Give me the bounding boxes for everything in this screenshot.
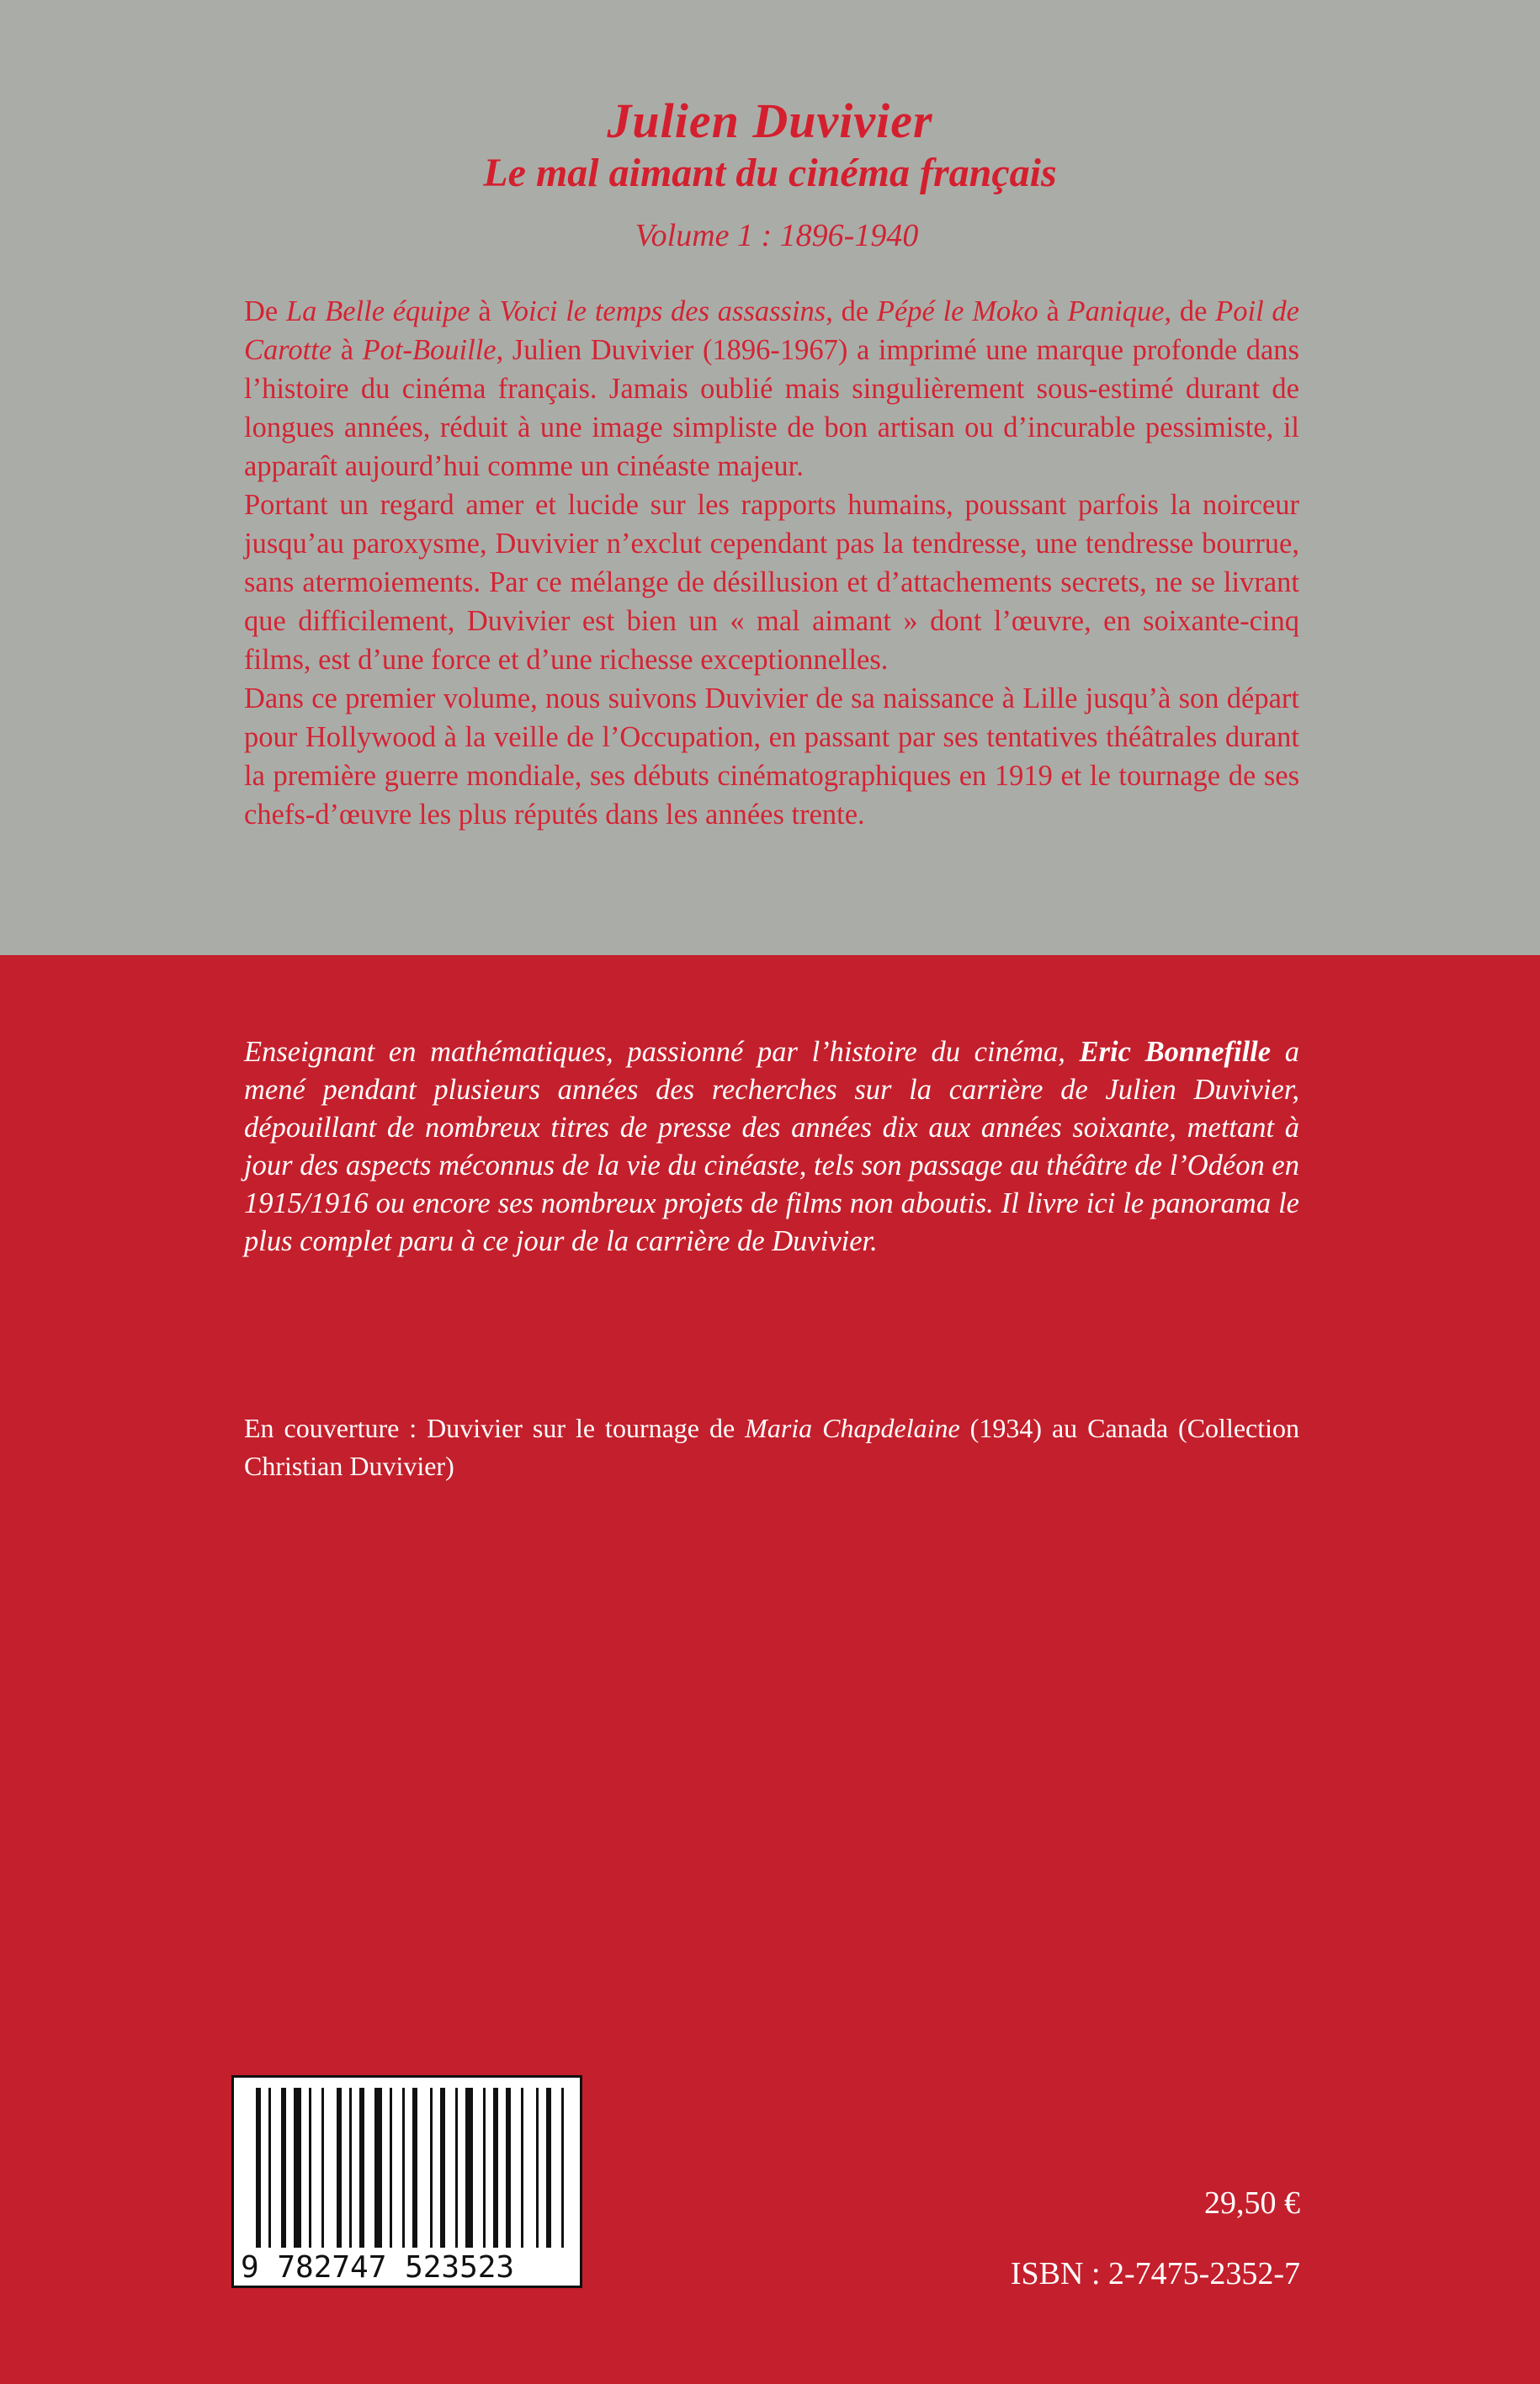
film-title-poil-de-carotte: Poil de Carotte [244,295,1299,366]
barcode-bar [430,2088,433,2248]
barcode-bar [465,2088,473,2248]
volume-label: Volume 1 : 1896-1940 [635,218,919,253]
barcode-bar [412,2088,417,2248]
author-biography [244,1033,1299,1261]
barcode-digits: 9 782747 523523 [241,2251,515,2285]
bio-text-run: a mené pendant plusieurs années des recherches sur la carrière de Julien Duvivier, dépouillant de nombreux titres de presse des années dix aux années soixante, mettant à jour des aspects méconnus de la vie du cinéaste, tels son passage au théâtre de l’Odéon en 1915/1916 ou encore ses nombreux projets de films non aboutis. Il livre ici le panorama le plus complet paru à ce jour de la carrière de Duvivier. [244,1036,1299,1257]
film-title-pepe-le-moko: Pépé le Moko [876,295,1038,327]
barcode-bar [506,2088,511,2248]
barcode-bar [546,2088,551,2248]
barcode-bar [321,2088,324,2248]
synopsis-text-run: De [244,295,286,327]
barcode-bar [294,2088,301,2248]
isbn: ISBN : 2-7475-2352-7 [1010,2256,1300,2291]
book-subtitle: Le mal aimant du cinéma français [483,151,1057,195]
barcode-bar [521,2088,523,2248]
barcode [231,2075,582,2288]
film-title-pot-bouille: Pot-Bouille [362,334,497,366]
price: 29,50 € [1204,2185,1300,2221]
credit-text-run: En couverture : Duvivier sur le tournage de [244,1413,746,1443]
barcode-bar [349,2088,352,2248]
synopsis-text-run: , de [1164,295,1216,327]
bio-text-run: Enseignant en mathématiques, passionné par l’histoire du cinéma, [244,1036,1080,1068]
film-title-maria-chapdelaine: Maria Chapdelaine [745,1413,960,1443]
barcode-bar [268,2088,271,2248]
barcode-bar [455,2088,458,2248]
barcode-bar [440,2088,445,2248]
film-title-la-belle-equipe: La Belle équipe [285,295,470,327]
author-name: Eric Bonnefille [1079,1036,1272,1068]
synopsis-paragraph-3: Dans ce premier volume, nous suivons Duvivier de sa naissance à Lille jusqu’à son départ pour Hollywood à la veille de l’Occupation, en passant par ses tentatives théâtrales durant la première guerre mondiale, ses débuts cinématographiques en 1919 et le tournage de ses chefs-d’œuvre les plus réputés dans les années trente. [244,682,1299,831]
synopsis-paragraph-2: Portant un regard amer et lucide sur les rapports humains, poussant parfois la noirceur jusqu’au paroxysme, Duvivier n’exclut cependant pas la tendresse, une tendresse bourrue, sans atermoiements. Par ce mélange de désillusion et d’attachements secrets, ne se livrant que difficilement, Duvivier est bien un « mal aimant » dont l’œuvre, en soixante-cinq films, est d’une force et d’une richesse exceptionnelles. [244,489,1299,676]
synopsis-text-run: à [332,334,363,366]
barcode-bar [256,2088,261,2248]
film-title-panique: Panique [1067,295,1165,327]
barcode-bar [493,2088,498,2248]
credit-text-run: (1934) au Canada (Collection Christian Duvivier) [244,1413,1300,1481]
barcode-bar [390,2088,392,2248]
synopsis-text-run: , Julien Duvivier (1896-1967) a imprimé une marque profonde dans l’histoire du cinéma français. Jamais oublié mais singulièrement sous-estimé durant de longues années, réduit à une image simpliste de bon artisan ou d’incurable pessimiste, il apparaît aujourd’hui comme un cinéaste majeur. [244,334,1299,482]
synopsis-text-run: , de [826,295,877,327]
synopsis-text [244,292,1299,834]
synopsis-text-run: à [470,295,500,327]
barcode-bar [402,2088,405,2248]
cover-photo-credit [244,1410,1299,1485]
barcode-bar [374,2088,382,2248]
synopsis-paragraph-1 [244,292,1299,486]
barcode-bar [483,2088,486,2248]
film-title-voici-le-temps-des-assassins: Voici le temps des assassins [499,295,826,327]
barcode-bar [536,2088,539,2248]
synopsis-text-run: à [1038,295,1068,327]
barcode-bar [309,2088,311,2248]
book-title: Julien Duvivier [607,93,933,148]
barcode-bar [337,2088,342,2248]
barcode-bar [281,2088,286,2248]
barcode-bar [359,2088,364,2248]
barcode-bar [561,2088,564,2248]
